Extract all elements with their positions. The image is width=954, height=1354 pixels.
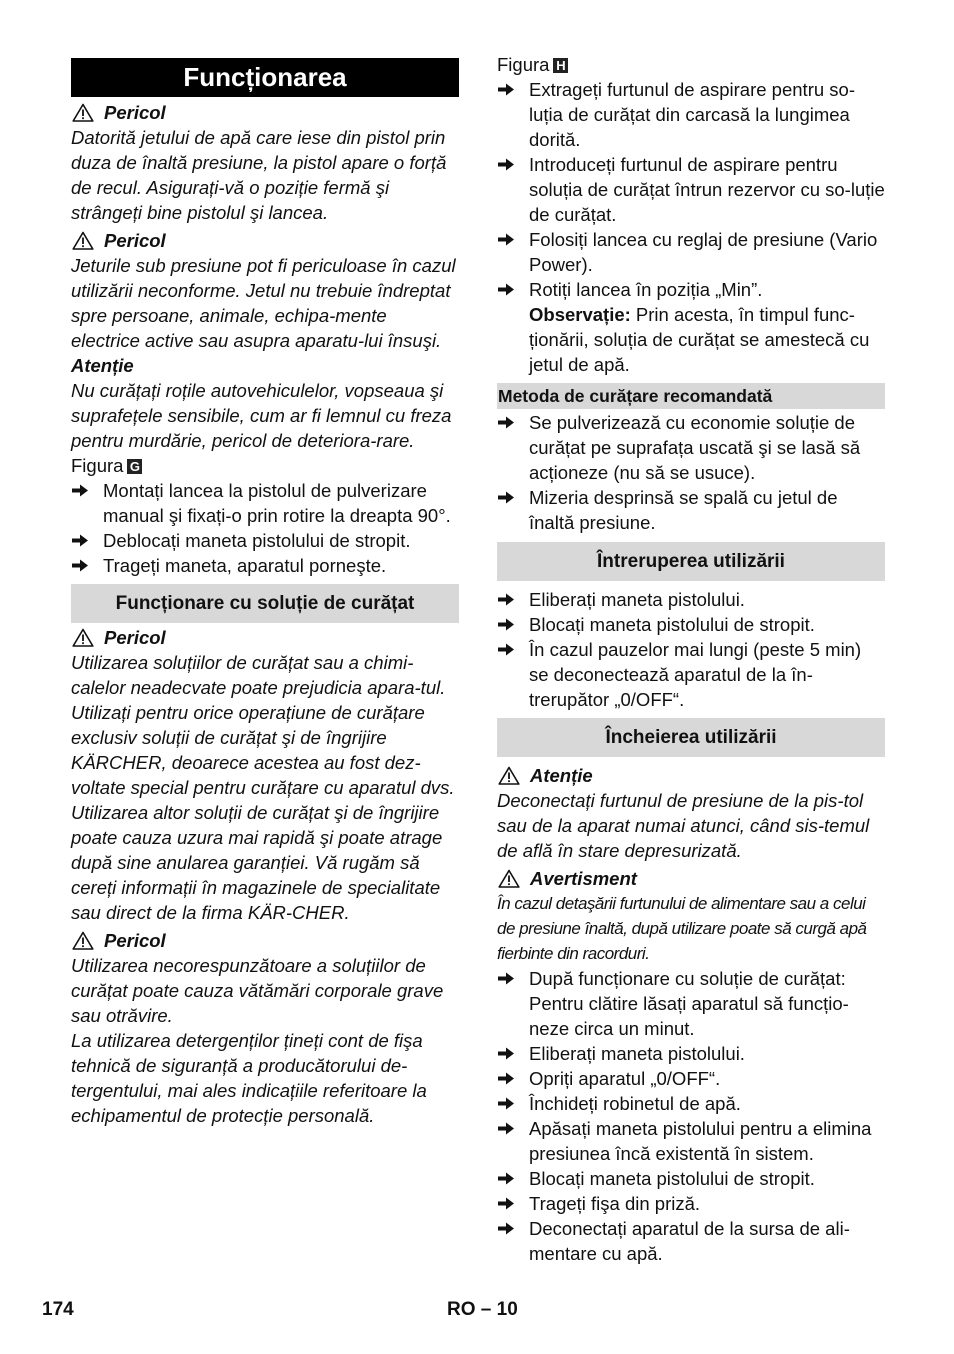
arrow-right-icon bbox=[71, 478, 103, 503]
arrow-right-icon bbox=[497, 410, 529, 435]
step-list bbox=[497, 77, 885, 302]
danger-text: Utilizarea necorespunzătoare a soluțiilor de curățat poate cauza vătămări corporale grave sau otrăvire. bbox=[71, 955, 444, 1026]
danger-heading: Pericol bbox=[71, 928, 459, 953]
figure-reference: Figura G bbox=[71, 453, 459, 478]
arrow-right-icon bbox=[497, 1041, 529, 1066]
page-number: 174 bbox=[42, 1299, 74, 1320]
arrow-right-icon bbox=[497, 227, 529, 252]
step-item bbox=[497, 1091, 885, 1116]
section-heading: Încheierea utilizării bbox=[497, 718, 885, 757]
step-text: Montați lancea la pistolul de pulverizare manual şi fixați-o prin rotire la dreapta 90°. bbox=[103, 480, 451, 526]
danger-heading: Pericol bbox=[71, 625, 459, 650]
step-text: Extrageți furtunul de aspirare pentru so-luția de curățat din carcasă la lungimea dorită. bbox=[529, 79, 855, 150]
danger-text: Utilizați pentru orice operațiune de curățare exclusiv soluții de curățat şi de îngrijire KÄRCHER, deoarece acestea au fost dez-voltate special pentru curățare cu aparatul dvs. Utilizarea altor soluții de curățat şi de îngrijire poate cauza uzura mai rapidă şi poate atrage după sine anularea garanției. Vă rugăm să cereți informații în magazinele de specialitate sau direct de la firma KÄR-CHER. bbox=[71, 702, 455, 923]
warning-triangle-icon bbox=[498, 766, 520, 785]
arrow-right-icon bbox=[497, 1091, 529, 1116]
danger-heading: Pericol bbox=[71, 228, 459, 253]
step-text: Blocați maneta pistolului de stropit. bbox=[529, 614, 815, 635]
step-text: Blocați maneta pistolului de stropit. bbox=[529, 1168, 815, 1189]
step-list bbox=[71, 478, 459, 578]
arrow-right-icon bbox=[497, 612, 529, 637]
step-item bbox=[497, 410, 885, 485]
warning-triangle-icon bbox=[72, 931, 94, 950]
page-title: Funcționarea bbox=[71, 58, 459, 97]
footer-section: RO – 10 bbox=[447, 1299, 518, 1320]
step-item bbox=[497, 1066, 885, 1091]
step-text: Eliberați maneta pistolului. bbox=[529, 589, 745, 610]
section-heading: Întreruperea utilizării bbox=[497, 542, 885, 581]
danger-text: Utilizarea soluțiilor de curățat sau a chimi-calelor neadecvate poate prejudicia apara-tul. bbox=[71, 652, 446, 698]
arrow-right-icon bbox=[497, 277, 529, 302]
step-text: După funcționare cu soluție de curățat: Pentru clătire lăsați aparatul să funcțio-neze circa un minut. bbox=[529, 968, 849, 1039]
step-text: Folosiți lancea cu reglaj de presiune (Vario Power). bbox=[529, 229, 878, 275]
step-item bbox=[497, 587, 885, 612]
arrow-right-icon bbox=[497, 1191, 529, 1216]
step-item bbox=[497, 77, 885, 152]
warning-triangle-icon bbox=[498, 869, 520, 888]
arrow-right-icon bbox=[497, 152, 529, 177]
step-text: Introduceți furtunul de aspirare pentru soluția de curățat întrun rezervor cu so-luție de curățat. bbox=[529, 154, 885, 225]
step-item bbox=[497, 277, 885, 302]
section-heading: Metoda de curățare recomandată bbox=[497, 383, 885, 409]
danger-text: Datorită jetului de apă care iese din pistol prin duza de înaltă presiune, la pistol apare o forță de recul. Asigurați-vă o poziție fermă şi strângeți bine pistolul şi lancea. bbox=[71, 127, 447, 223]
figure-letter: G bbox=[127, 459, 142, 474]
step-item bbox=[71, 528, 459, 553]
step-text: Opriți aparatul „0/OFF“. bbox=[529, 1068, 721, 1089]
step-item bbox=[497, 1216, 885, 1266]
section-heading: Funcționare cu soluție de curățat bbox=[71, 584, 459, 623]
step-text: Mizeria desprinsă se spală cu jetul de înaltă presiune. bbox=[529, 487, 838, 533]
note bbox=[497, 302, 885, 377]
step-text: Deconectați aparatul de la sursa de ali-mentare cu apă. bbox=[529, 1218, 850, 1264]
figure-letter: H bbox=[553, 58, 568, 73]
arrow-right-icon bbox=[497, 1216, 529, 1241]
attention-text: Deconectați furtunul de presiune de la pis-tol sau de la aparat numai atunci, când sis-temul de află în stare depresurizată. bbox=[497, 790, 870, 861]
step-item bbox=[497, 612, 885, 637]
arrow-right-icon bbox=[497, 587, 529, 612]
note-text: Prin acesta, în timpul func-ționării, soluția de curățat se amestecă cu jetul de apă. bbox=[529, 304, 870, 375]
step-text: Trageți maneta, aparatul porneşte. bbox=[103, 555, 387, 576]
arrow-right-icon bbox=[497, 485, 529, 510]
step-list bbox=[497, 410, 885, 535]
step-item bbox=[71, 478, 459, 528]
arrow-right-icon bbox=[497, 1066, 529, 1091]
attention-heading: Atenție bbox=[497, 763, 885, 788]
warning-text: În cazul detaşării furtunului de alimentare sau a celui de presiune înaltă, după utilizare poate să curgă apă fierbinte din racorduri. bbox=[497, 894, 867, 963]
step-item bbox=[497, 1116, 885, 1166]
step-item bbox=[497, 152, 885, 227]
figure-reference: Figura H bbox=[497, 52, 885, 77]
arrow-right-icon bbox=[71, 528, 103, 553]
step-text: Deblocați maneta pistolului de stropit. bbox=[103, 530, 411, 551]
right-column bbox=[497, 52, 885, 1266]
arrow-right-icon bbox=[497, 1116, 529, 1141]
step-list bbox=[497, 966, 885, 1266]
step-text: Apăsați maneta pistolului pentru a elimina presiunea încă existentă în sistem. bbox=[529, 1118, 872, 1164]
step-list bbox=[497, 587, 885, 712]
step-item bbox=[497, 966, 885, 1041]
danger-heading: Pericol bbox=[71, 100, 459, 125]
arrow-right-icon bbox=[497, 637, 529, 662]
arrow-right-icon bbox=[497, 77, 529, 102]
step-item bbox=[497, 637, 885, 712]
step-item bbox=[71, 553, 459, 578]
step-item bbox=[497, 1041, 885, 1066]
step-text: Trageți fişa din priză. bbox=[529, 1193, 701, 1214]
attention-heading: Atenție bbox=[71, 355, 134, 376]
step-item bbox=[497, 1166, 885, 1191]
arrow-right-icon bbox=[497, 1166, 529, 1191]
step-text: În cazul pauzelor mai lungi (peste 5 min) se deconectează aparatul de la în-trerupător „0/OFF“. bbox=[529, 639, 862, 710]
danger-text: Jeturile sub presiune pot fi periculoase în cazul utilizării neconforme. Jetul nu trebuie îndreptat spre persoane, animale, echipa-mente electrice active sau asupra aparatu-lui însuşi. bbox=[71, 255, 456, 351]
danger-text: La utilizarea detergenților țineți cont de fişa tehnică de siguranță a producătorului de-tergentului, mai ales indicațiile referitoare la echipamentul de protecție personală. bbox=[71, 1030, 427, 1126]
step-text: Eliberați maneta pistolului. bbox=[529, 1043, 745, 1064]
arrow-right-icon bbox=[71, 553, 103, 578]
step-item bbox=[497, 1191, 885, 1216]
warning-heading: Avertisment bbox=[497, 866, 885, 891]
note-label: Observație: bbox=[529, 304, 631, 325]
step-text: Se pulverizează cu economie soluție de curățat pe suprafața uscată şi se lasă să acționeze (nu să se usuce). bbox=[529, 412, 861, 483]
arrow-right-icon bbox=[497, 966, 529, 991]
step-text: Închideți robinetul de apă. bbox=[529, 1093, 741, 1114]
warning-triangle-icon bbox=[72, 103, 94, 122]
attention-text: Nu curățați roțile autovehiculelor, vopseaua şi suprafețele sensibile, cum ar fi lemnul cu freza pentru murdărie, pericol de deteriora-rare. bbox=[71, 380, 452, 451]
warning-triangle-icon bbox=[72, 628, 94, 647]
step-text: Rotiți lancea în poziția „Min”. bbox=[529, 279, 763, 300]
left-column bbox=[71, 52, 459, 1128]
warning-triangle-icon bbox=[72, 231, 94, 250]
step-item bbox=[497, 227, 885, 277]
step-item bbox=[497, 485, 885, 535]
